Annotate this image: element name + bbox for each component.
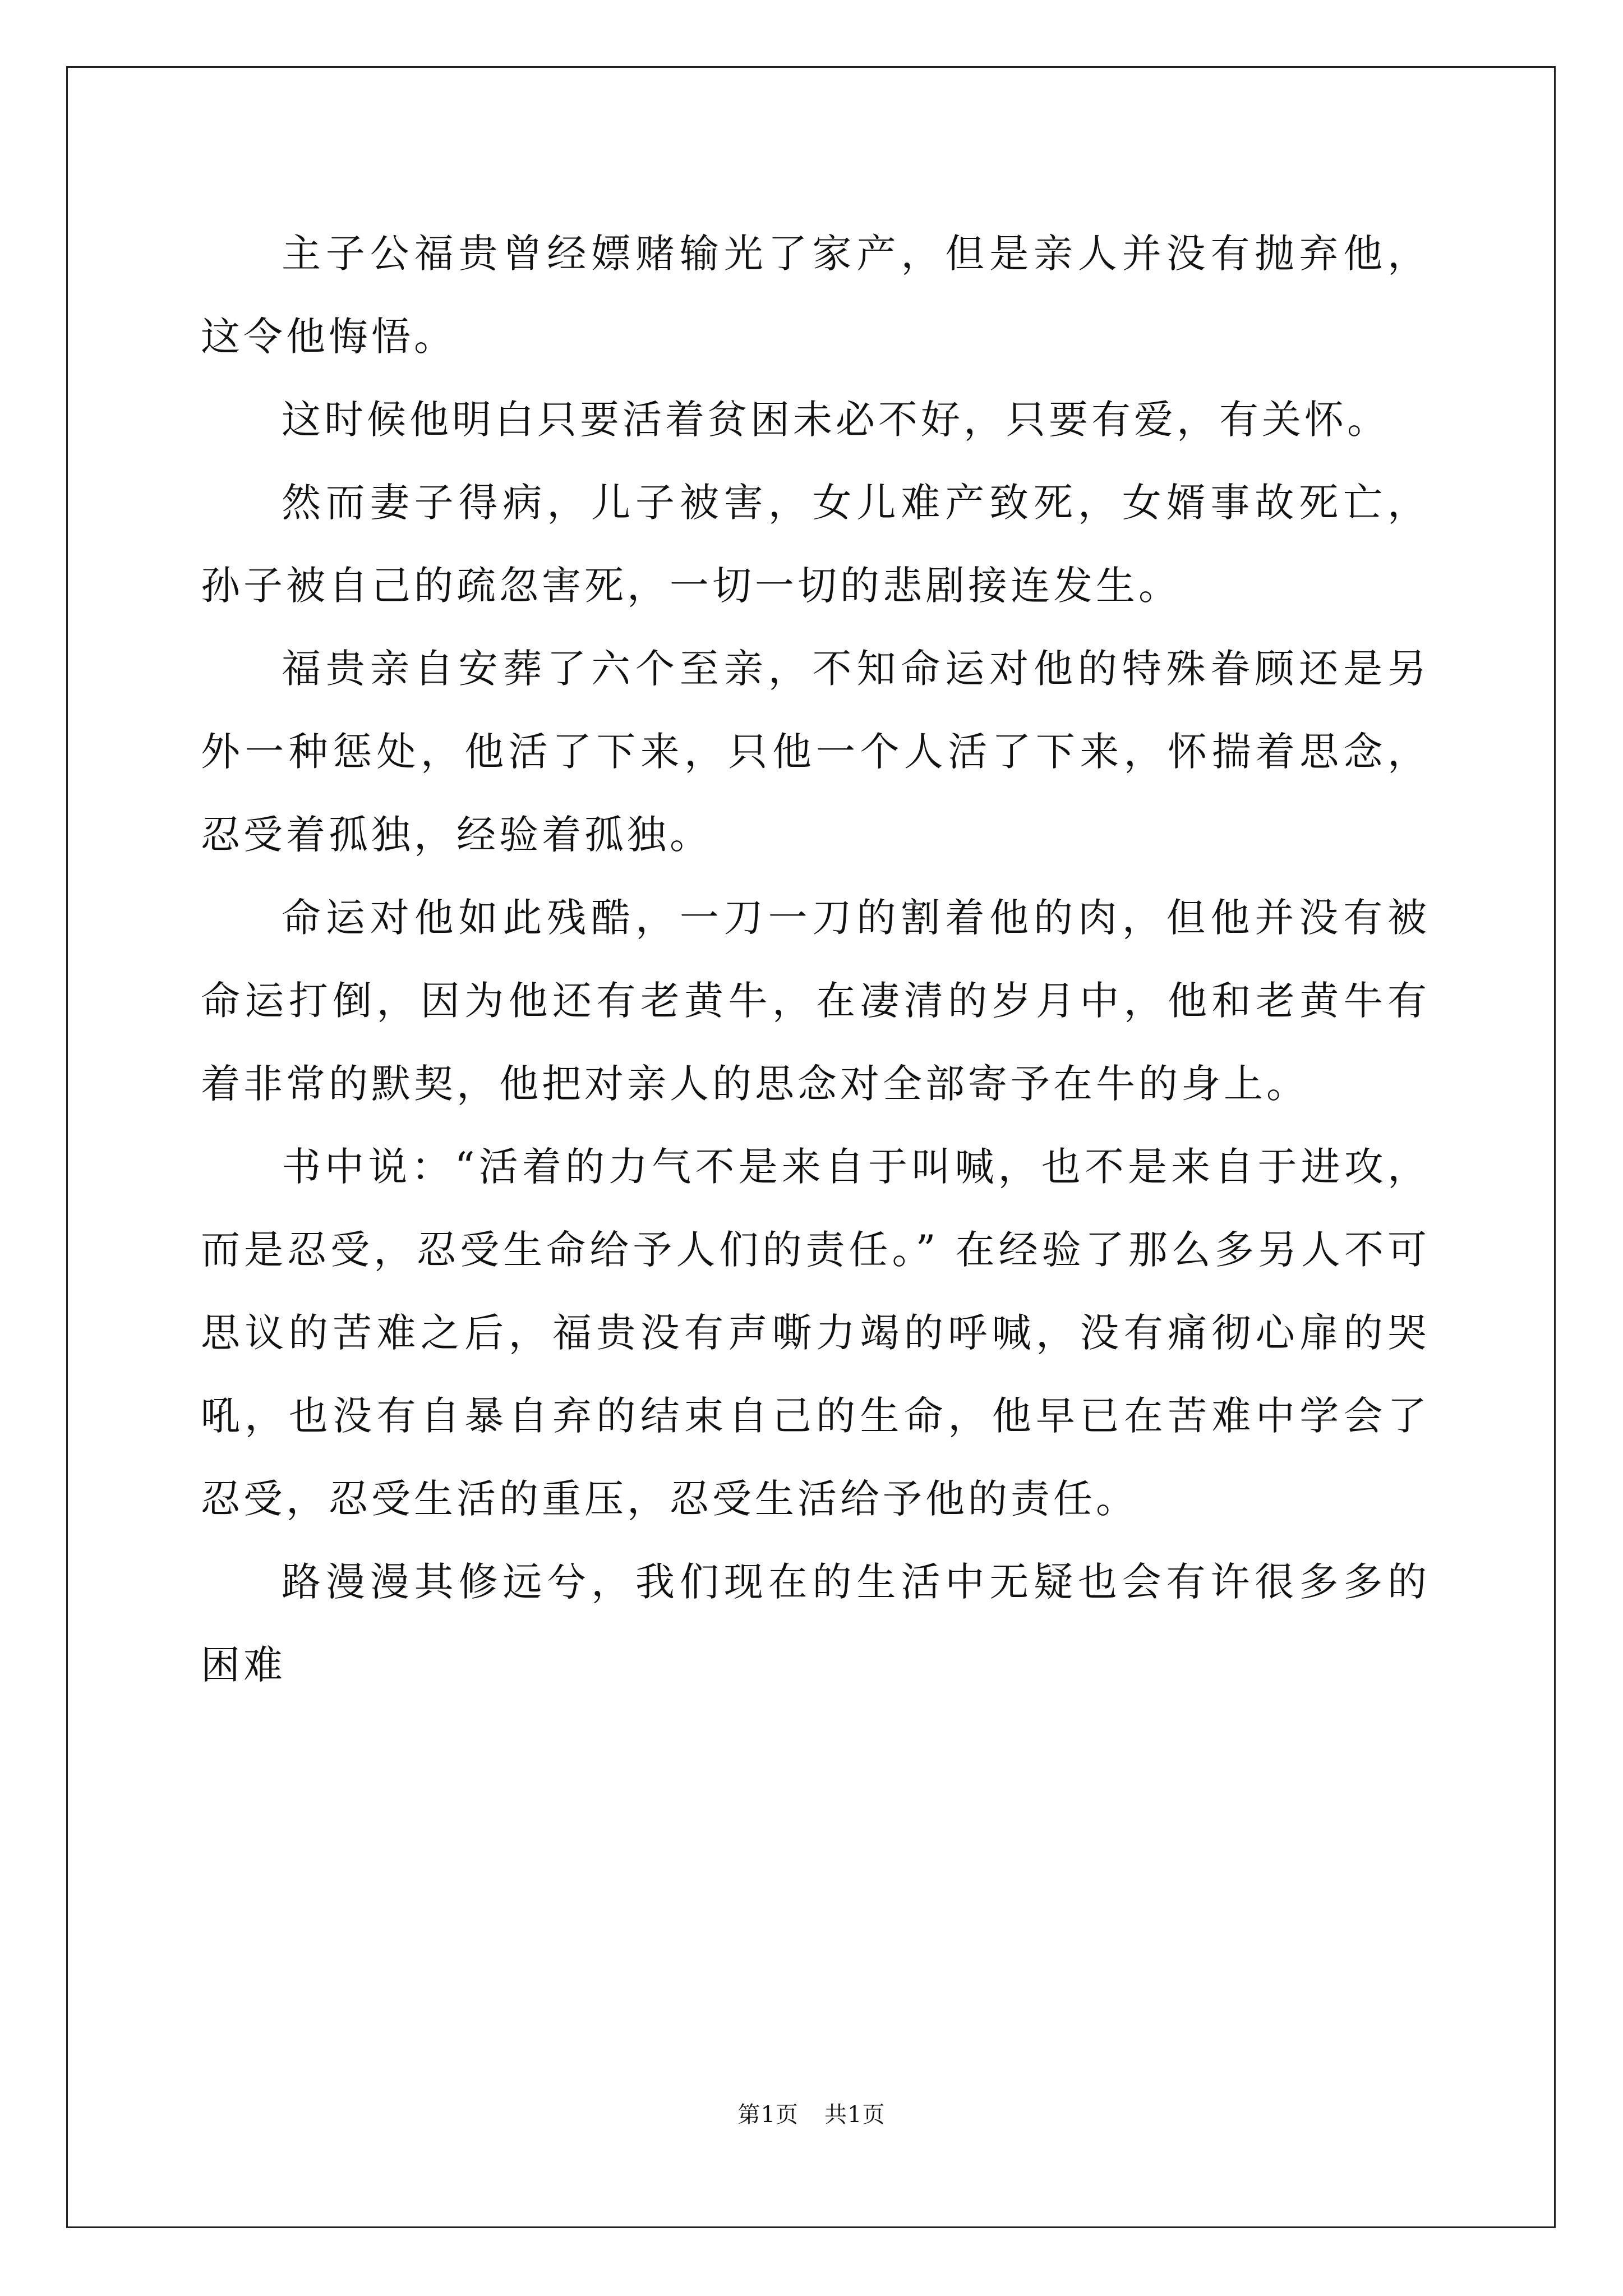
- paragraph-2: 这时候他明白只要活着贫困未必不好，只要有爱，有关怀。: [282, 397, 1390, 443]
- paragraph-4: 福贵亲自安葬了六个至亲，不知命运对他的特殊眷顾还是另外一种惩处，他活了下来，只他一个人活了下来，怀揣着思念，忍受着孤独，经验着孤独。: [201, 646, 1430, 858]
- paragraph-1: 主子公福贵曾经嫖赌输光了家产，但是亲人并没有抛弃他，这令他悔悟。: [201, 231, 1430, 360]
- document-body: [201, 212, 1430, 1706]
- paragraph-3: 然而妻子得病，儿子被害，女儿难产致死，女婿事故死亡，孙子被自己的疏忽害死，一切一切的悲剧接连发生。: [201, 480, 1430, 609]
- page-number-total: 共1页: [824, 2102, 886, 2128]
- paragraph-5: 命运对他如此残酷，一刀一刀的割着他的肉，但他并没有被命运打倒，因为他还有老黄牛，在凄清的岁月中，他和老黄牛有着非常的默契，他把对亲人的思念对全部寄予在牛的身上。: [201, 895, 1430, 1107]
- page-number-current: 第1页: [737, 2102, 799, 2128]
- page-footer: [0, 2098, 1623, 2132]
- paragraph-7: 路漫漫其修远兮，我们现在的生活中无疑也会有许很多多的困难: [201, 1559, 1430, 1688]
- paragraph-6: 书中说：“活着的力气不是来自于叫喊，也不是来自于进攻，而是忍受，忍受生命给予人们的责任。” 在经验了那么多另人不可思议的苦难之后，福贵没有声嘶力竭的呼喊，没有痛彻心扉的哭吼，也没有自暴自弃的结束自己的生命，他早已在苦难中学会了忍受，忍受生活的重压，忍受生活给予他的责任。: [201, 1144, 1430, 1522]
